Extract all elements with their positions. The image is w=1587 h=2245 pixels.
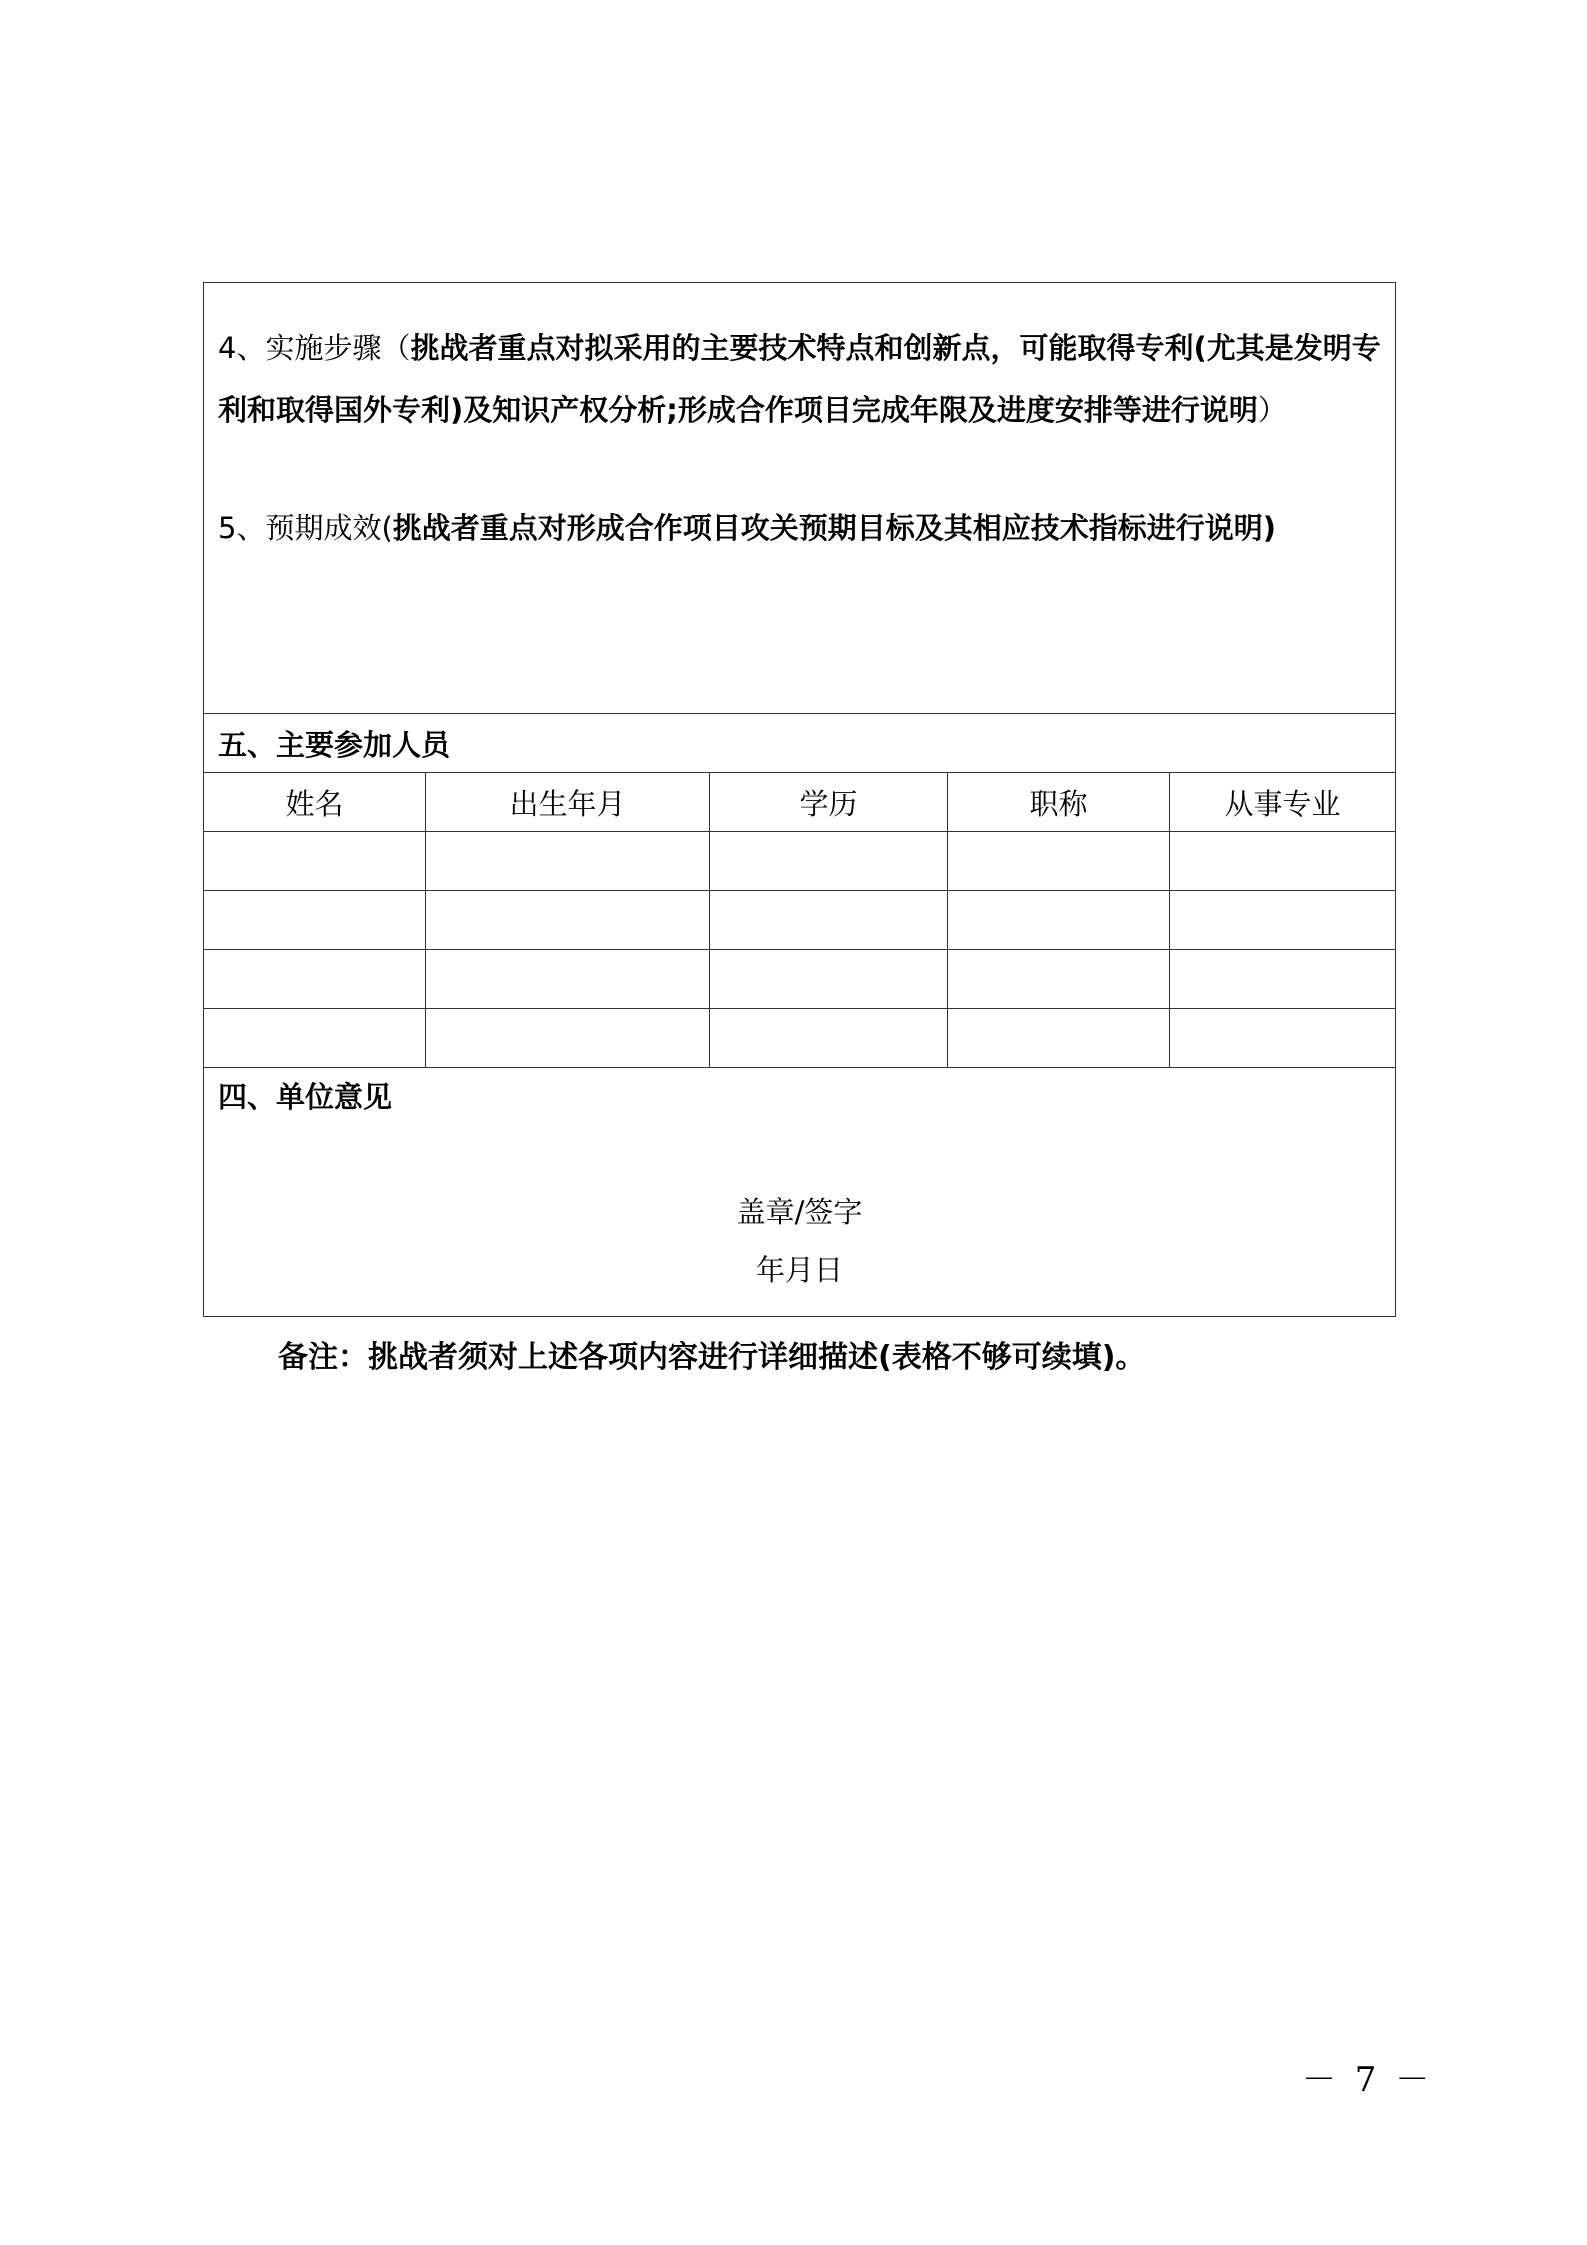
- page-number: － 7 －: [1302, 2060, 1434, 2100]
- cell-name[interactable]: [204, 832, 426, 891]
- table-row: [204, 1009, 1396, 1068]
- remark-note: 备注：挑战者须对上述各项内容进行详细描述(表格不够可续填)。: [278, 1340, 1146, 1375]
- cell-name[interactable]: [204, 1009, 426, 1068]
- cell-title[interactable]: [948, 1009, 1170, 1068]
- cell-birth[interactable]: [426, 1009, 710, 1068]
- table-row: [204, 950, 1396, 1009]
- cell-title[interactable]: [948, 832, 1170, 891]
- cell-birth[interactable]: [426, 950, 710, 1009]
- implementation-description-cell[interactable]: [204, 283, 1396, 714]
- personnel-section-title: 五、主要参加人员: [204, 714, 1396, 773]
- item-4-implementation-steps: 4、实施步骤（挑战者重点对拟采用的主要技术特点和创新点，可能取得专利(尤其是发明专利和取得国外专利)及知识产权分析;形成合作项目完成年限及进度安排等进行说明）: [218, 331, 1381, 427]
- cell-name[interactable]: [204, 950, 426, 1009]
- column-header-specialty: 从事专业: [1170, 773, 1396, 832]
- column-header-name: 姓名: [204, 773, 426, 832]
- item-5-expected-outcome: 5、预期成效(挑战者重点对形成合作项目攻关预期目标及其相应技术指标进行说明): [218, 511, 1277, 545]
- stamp-signature-label: 盖章/签字: [736, 1195, 863, 1229]
- cell-education[interactable]: [710, 1009, 948, 1068]
- column-header-education: 学历: [710, 773, 948, 832]
- cell-title[interactable]: [948, 891, 1170, 950]
- cell-education[interactable]: [710, 950, 948, 1009]
- column-header-birth: 出生年月: [426, 773, 710, 832]
- cell-specialty[interactable]: [1170, 950, 1396, 1009]
- unit-opinion-title: 四、单位意见: [218, 1080, 393, 1114]
- unit-opinion-cell[interactable]: [204, 1068, 1396, 1317]
- cell-education[interactable]: [710, 832, 948, 891]
- cell-specialty[interactable]: [1170, 891, 1396, 950]
- cell-specialty[interactable]: [1170, 832, 1396, 891]
- cell-specialty[interactable]: [1170, 1009, 1396, 1068]
- cell-education[interactable]: [710, 891, 948, 950]
- column-header-title: 职称: [948, 773, 1170, 832]
- cell-title[interactable]: [948, 950, 1170, 1009]
- personnel-header-row: [204, 773, 1396, 832]
- cell-name[interactable]: [204, 891, 426, 950]
- cell-birth[interactable]: [426, 891, 710, 950]
- date-label: 年月日: [756, 1253, 844, 1287]
- table-row: [204, 832, 1396, 891]
- table-row: [204, 891, 1396, 950]
- cell-birth[interactable]: [426, 832, 710, 891]
- application-form-table: [203, 282, 1396, 1317]
